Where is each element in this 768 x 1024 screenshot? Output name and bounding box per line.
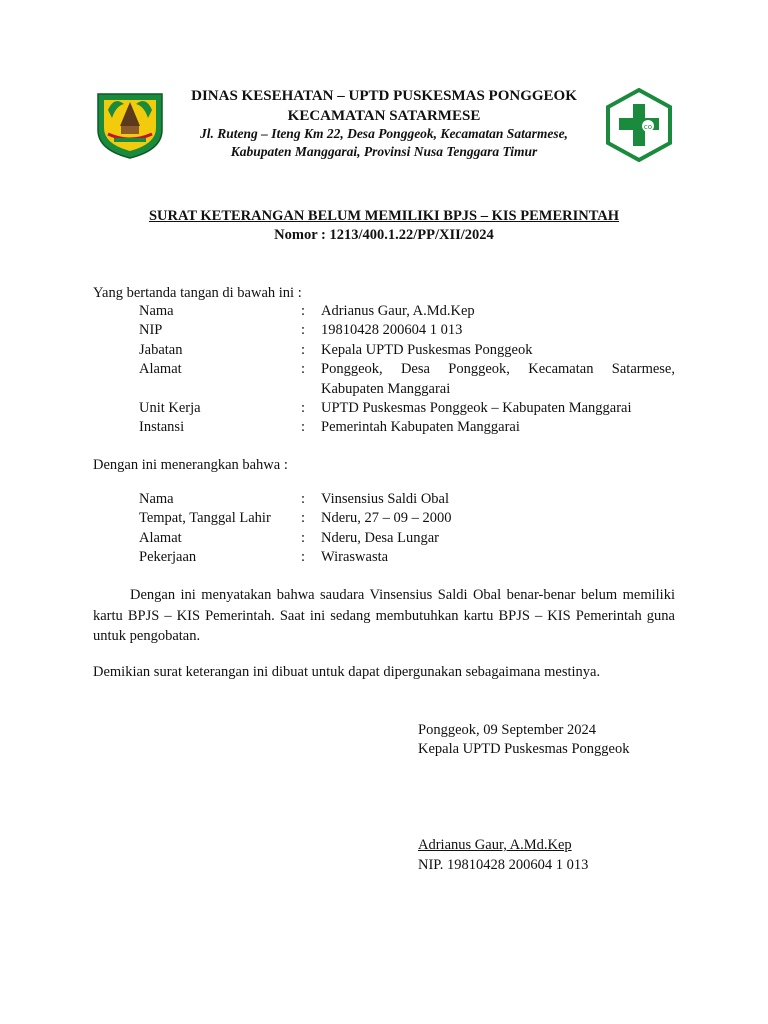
field-label: NIP <box>139 322 163 338</box>
field-colon: : <box>301 342 306 358</box>
signature-place-date: Ponggeok, 09 September 2024 <box>418 722 597 738</box>
header-agency: DINAS KESEHATAN – UPTD PUSKESMAS PONGGEOK <box>191 88 577 104</box>
signature-position: Kepala UPTD Puskesmas Ponggeok <box>418 741 630 757</box>
signature-nip: NIP. 19810428 200604 1 013 <box>418 857 589 873</box>
letter-title: SURAT KETERANGAN BELUM MEMILIKI BPJS – KIS PEMERINTAH <box>148 208 620 224</box>
statement-paragraph: Dengan ini menyatakan bahwa saudara Vinsensius Saldi Obal benar-benar belum memiliki kartu BPJS – KIS Pemerintah. Saat ini sedang membutuhkan kartu BPJS – KIS Pemerintah guna untuk pengobatan. <box>93 587 675 644</box>
field-colon: : <box>301 530 306 546</box>
field-colon: : <box>301 361 306 377</box>
signer-intro: Yang bertanda tangan di bawah ini : <box>93 285 302 301</box>
field-colon: : <box>301 549 306 565</box>
field-value: Vinsensius Saldi Obal <box>321 491 450 507</box>
field-value: 19810428 200604 1 013 <box>321 322 463 338</box>
field-value: Ponggeok, Desa Ponggeok, Kecamatan Satarmese, Kabupaten Manggarai <box>321 361 675 397</box>
header-district: KECAMATAN SATARMESE <box>287 108 481 124</box>
field-value: Kepala UPTD Puskesmas Ponggeok <box>321 342 533 358</box>
field-colon: : <box>301 510 306 526</box>
field-colon: : <box>301 322 306 338</box>
field-label: Instansi <box>139 419 185 435</box>
header-address-line1: Jl. Ruteng – Iteng Km 22, Desa Ponggeok, Kecamatan Satarmese, <box>200 126 568 141</box>
svg-text:co: co <box>643 123 653 131</box>
signature-name: Adrianus Gaur, A.Md.Kep <box>418 837 572 853</box>
field-label: Alamat <box>139 361 182 377</box>
letter-number: Nomor : 1213/400.1.22/PP/XII/2024 <box>274 227 494 243</box>
field-label: Alamat <box>139 530 182 546</box>
field-label: Pekerjaan <box>139 549 197 565</box>
field-value: Pemerintah Kabupaten Manggarai <box>321 419 520 435</box>
field-label: Unit Kerja <box>139 400 201 416</box>
field-value: Nderu, 27 – 09 – 2000 <box>321 510 452 526</box>
field-value: Adrianus Gaur, A.Md.Kep <box>321 303 475 319</box>
field-value: Nderu, Desa Lungar <box>321 530 439 546</box>
field-colon: : <box>301 400 306 416</box>
puskesmas-logo <box>604 88 674 162</box>
field-colon: : <box>301 303 306 319</box>
closing-sentence: Demikian surat keterangan ini dibuat untuk dapat dipergunakan sebagaimana mestinya. <box>93 664 601 680</box>
field-label: Tempat, Tanggal Lahir <box>139 510 271 526</box>
field-label: Jabatan <box>139 342 183 358</box>
field-label: Nama <box>139 491 174 507</box>
field-colon: : <box>301 491 306 507</box>
field-colon: : <box>301 419 306 435</box>
field-value: UPTD Puskesmas Ponggeok – Kabupaten Manggarai <box>321 400 632 416</box>
header-address-line2: Kabupaten Manggarai, Provinsi Nusa Tenggara Timur <box>230 144 538 159</box>
field-value: Wiraswasta <box>321 549 389 565</box>
field-label: Nama <box>139 303 174 319</box>
subject-intro: Dengan ini menerangkan bahwa : <box>93 457 288 473</box>
